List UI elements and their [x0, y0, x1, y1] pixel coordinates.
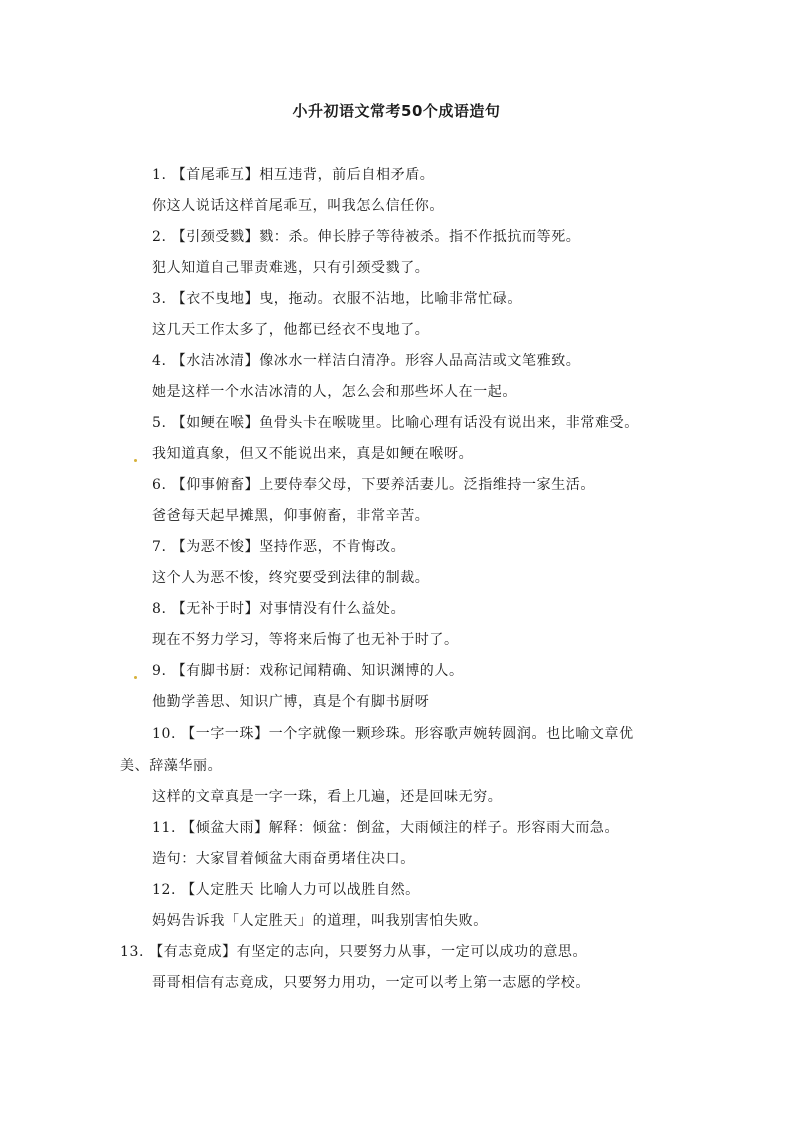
- entry-2-definition: 2. 【引颈受戮】戮：杀。伸长脖子等待被杀。指不作抵抗而等死。: [152, 229, 581, 245]
- entry-11-definition: 11. 【倾盆大雨】解释：倾盆：倒盆，大雨倾注的样子。形容雨大而急。: [152, 820, 620, 836]
- entry-7-definition: 7. 【为恶不悛】坚持作恶，不肯悔改。: [152, 539, 406, 555]
- entry-11-example: 造句：大家冒着倾盆大雨奋勇堵住决口。: [152, 851, 415, 867]
- entry-12-example: 妈妈告诉我「人定胜天」的道理，叫我别害怕失败。: [152, 913, 488, 929]
- entry-6-example: 爸爸每天起早摊黑，仰事俯畜，非常辛苦。: [152, 508, 430, 524]
- entry-5-definition: 5. 【如鲠在喉】鱼骨头卡在喉咙里。比喻心理有话没有说出来，非常难受。: [152, 415, 639, 431]
- entry-6-definition: 6. 【仰事俯畜】上要侍奉父母，下要养活妻儿。泛指维持一家生活。: [152, 477, 596, 493]
- entry-9-example: 他勤学善思、知识广博，真是个有脚书厨呀: [152, 694, 430, 710]
- entry-13-example: 哥哥相信有志竟成，只要努力用功，一定可以考上第一志愿的学校。: [152, 975, 590, 991]
- entry-7-example: 这个人为恶不悛，终究要受到法律的制裁。: [152, 570, 430, 586]
- entry-10-example: 这样的文章真是一字一珠，看上几遍，还是回味无穷。: [152, 789, 503, 805]
- entry-9-definition: 9. 【有脚书厨：戏称记闻精确、知识渊博的人。: [152, 663, 464, 679]
- stray-dot-mark: [134, 459, 137, 462]
- entry-12-definition: 12. 【人定胜天 比喻人力可以战胜自然。: [152, 882, 420, 898]
- entry-3-definition: 3. 【衣不曳地】曳，拖动。衣服不沾地，比喻非常忙碌。: [152, 291, 523, 307]
- entry-4-example: 她是这样一个水洁冰清的人，怎么会和那些坏人在一起。: [152, 384, 517, 400]
- entry-10-definition-continued: 美、辞藻华丽。: [120, 758, 223, 774]
- document-title: 小升初语文常考50个成语造句: [292, 102, 501, 120]
- entry-13-definition: 13. 【有志竟成】有坚定的志向，只要努力从事，一定可以成功的意思。: [120, 944, 588, 960]
- entry-1-definition: 1. 【首尾乖互】相互违背，前后自相矛盾。: [152, 167, 435, 183]
- entry-5-example: 我知道真象，但又不能说出来，真是如鲠在喉呀。: [152, 446, 474, 462]
- entry-2-example: 犯人知道自己罪责难逃，只有引颈受戮了。: [152, 260, 430, 276]
- entry-4-definition: 4. 【水洁冰清】像冰水一样洁白清净。形容人品高洁或文笔雅致。: [152, 353, 581, 369]
- entry-10-definition: 10. 【一字一珠】一个字就像一颗珍珠。形容歌声婉转圆润。也比喻文章优: [152, 726, 634, 742]
- stray-dot-mark: [134, 676, 137, 679]
- entry-3-example: 这几天工作太多了，他都已经衣不曳地了。: [152, 322, 430, 338]
- entry-8-example: 现在不努力学习，等将来后悔了也无补于时了。: [152, 632, 459, 648]
- entry-8-definition: 8. 【无补于时】对事情没有什么益处。: [152, 601, 406, 617]
- entry-1-example: 你这人说话这样首尾乖互，叫我怎么信任你。: [152, 198, 444, 214]
